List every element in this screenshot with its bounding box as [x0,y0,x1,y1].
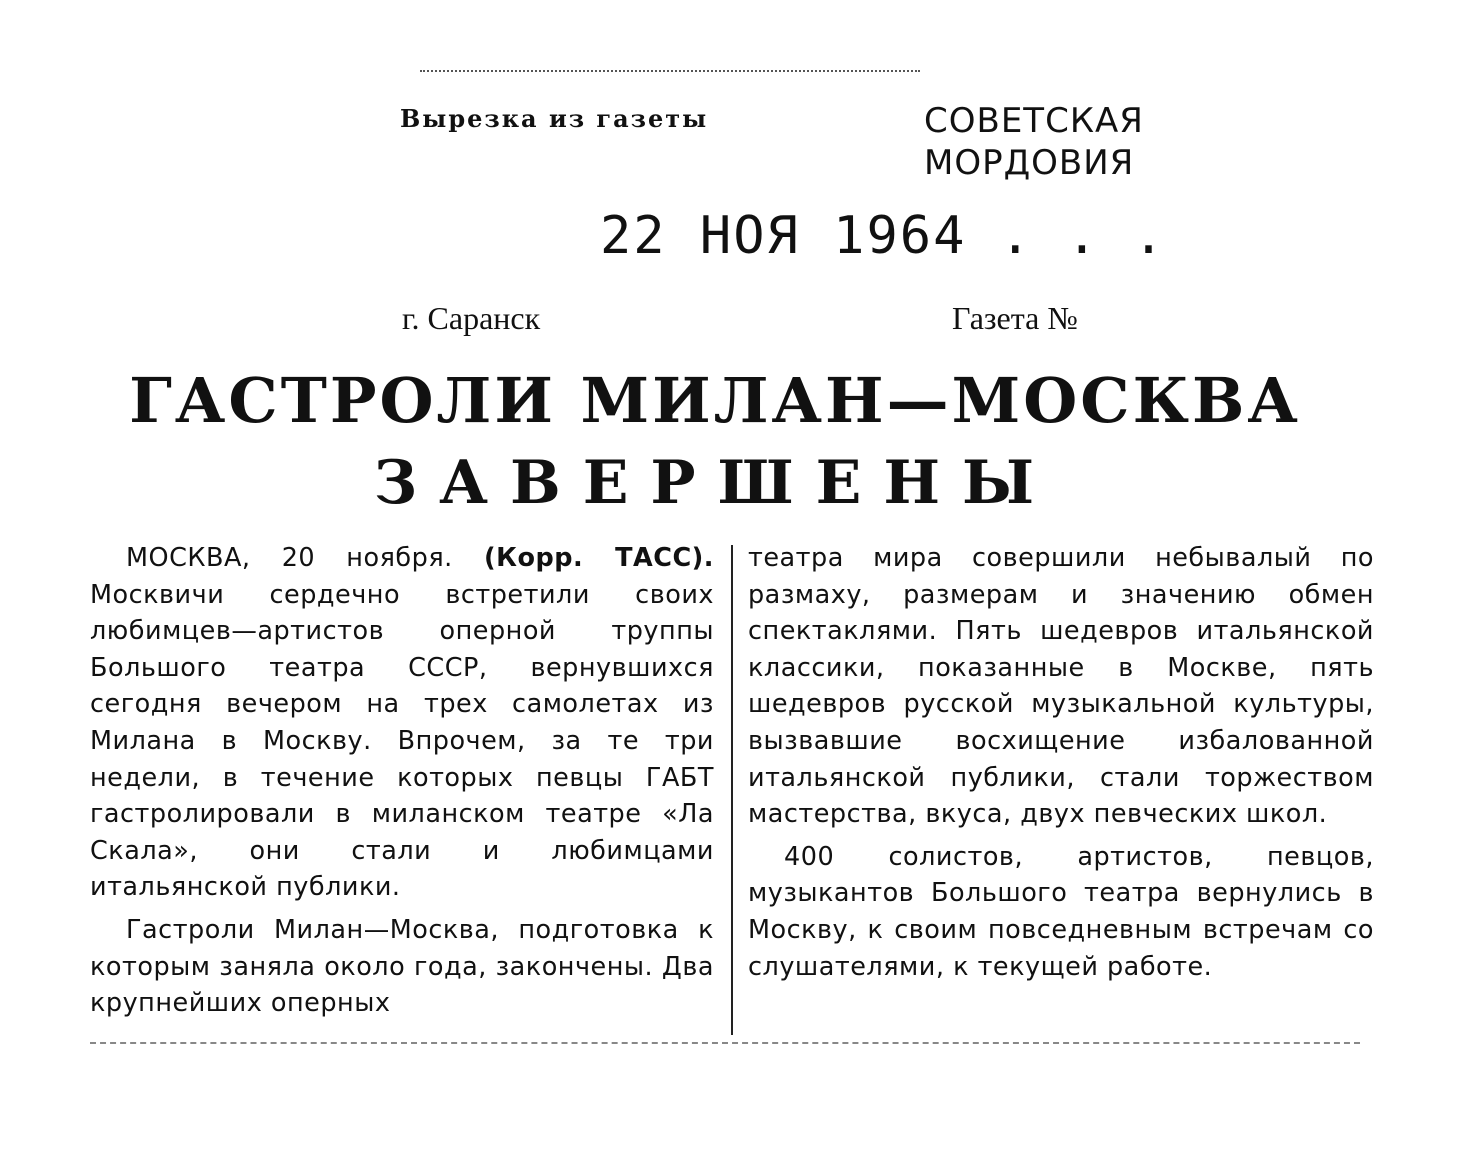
date-stamp: 22 НОЯ 1964 . . . [600,206,1167,266]
headline-line-1: ГАСТРОЛИ МИЛАН—МОСКВА [129,364,1301,437]
headline-line-2: ЗАВЕРШЕНЫ [373,448,1057,518]
clipping-label: Вырезка из газеты [400,104,709,133]
column-divider [731,545,733,1035]
newspaper-name-line-2: МОРДОВИЯ [924,143,1135,183]
top-dotted-rule [420,70,920,72]
article-dateline: МОСКВА, 20 ноября. [126,543,453,573]
issue-number-label: Газета № [952,300,1078,336]
article-column-right [748,540,1374,991]
article-paragraph-3: театра мира совершили небывалый по размаху, размерам и значению обмен спектаклями. Пять шедевров итальянской классики, показанные в Москве, пять шедевров русской музыкальной культуры, вызвавшие восхищение избалованной итальянской публики, стали торжеством мастерства, вкуса, двух певческих школ. [748,543,1374,830]
article-paragraph-4: 400 солистов, артистов, певцов, музыкантов Большого театра вернулись в Москву, к своим повседневным встречам со слушателями, к текущей работе. [748,841,1374,982]
article-paragraph-2: Гастроли Милан—Москва, подготовка к которым заняла около года, закончены. Два крупнейших оперных [90,914,714,1019]
newspaper-name [924,100,1144,184]
article-paragraph-1-text: Москвичи сердечно встретили своих любимцев—артистов оперной труппы Большого театра СССР, вернувшихся сегодня вечером на трех самолетах из Милана в Москву. Впрочем, за те три недели, в течение которых певцы ГАБТ гастролировали в миланском театре «Ла Скала», они стали и любимцами итальянской публики. [90,579,714,903]
city-label: г. Саранск [402,300,541,336]
newspaper-name-line-1: СОВЕТСКАЯ [924,101,1144,141]
article-source: (Корр. ТАСС). [483,543,714,573]
article-column-left [90,540,714,1028]
article-paragraph-1 [90,540,714,906]
clipping-bottom-edge [90,1042,1360,1044]
